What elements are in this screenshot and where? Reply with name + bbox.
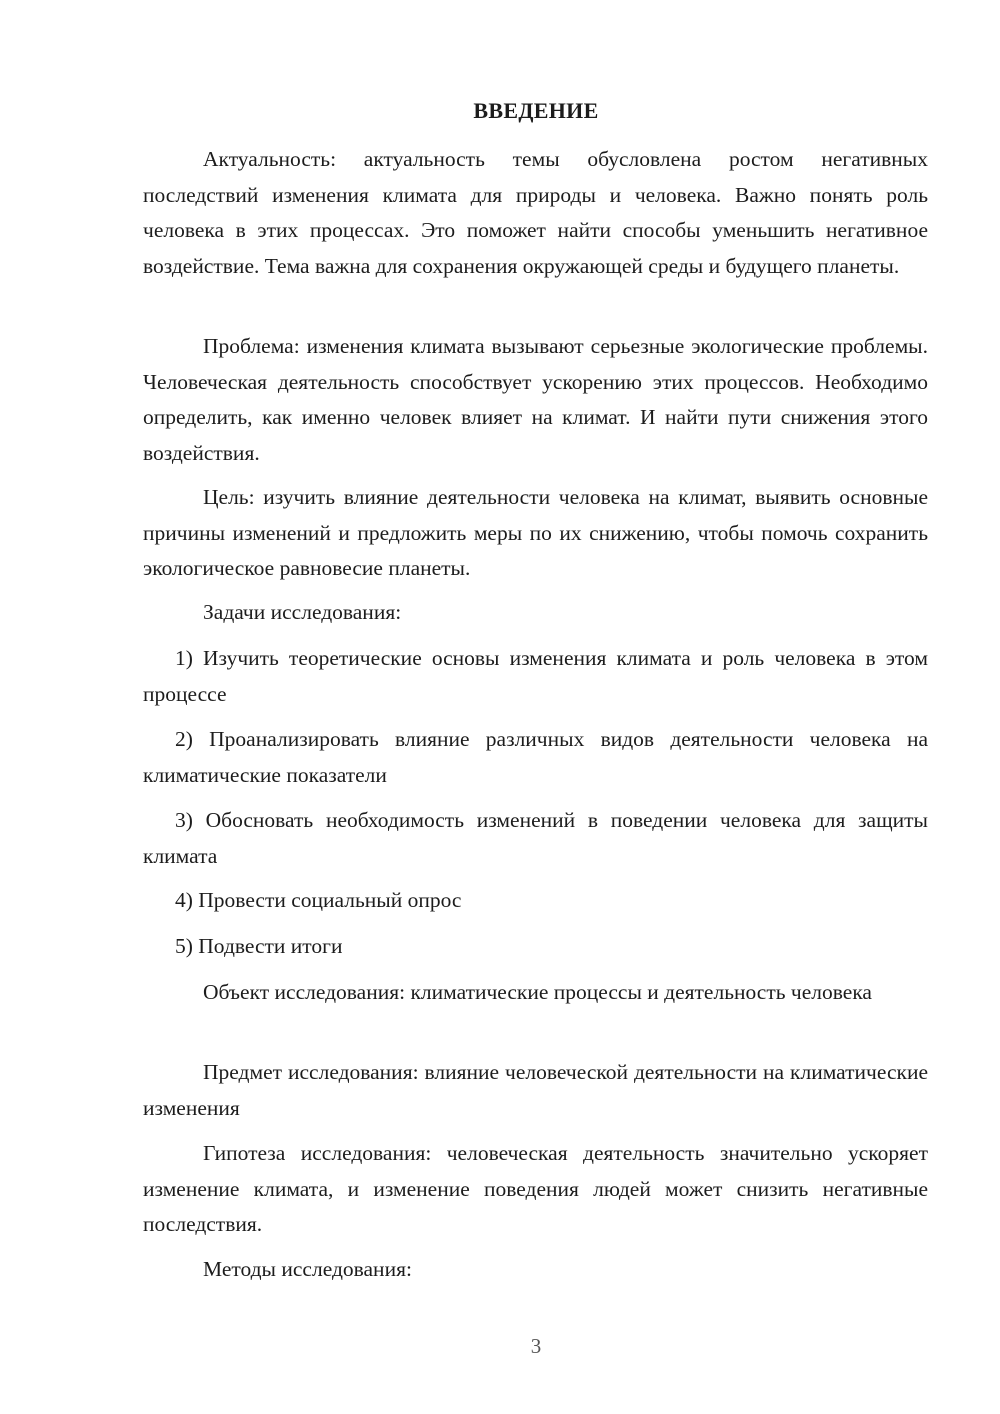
task-item-2: 2) Проанализировать влияние различных видов деятельности человека на климатические показатели xyxy=(143,727,928,787)
page-title: ВВЕДЕНИЕ xyxy=(473,98,599,123)
page-number: 3 xyxy=(530,1334,542,1358)
tasks-heading: Задачи исследования: xyxy=(203,600,402,624)
relevance-paragraph: Актуальность: актуальность темы обусловлена ростом негативных последствий изменения климата для природы и человека. Важно понять роль человека в этих процессах. Это поможет найти способы уменьшить негативное воздействие. Тема важна для сохранения окружающей среды и будущего планеты. xyxy=(143,147,928,278)
hypothesis-paragraph: Гипотеза исследования: человеческая деятельность значительно ускоряет изменение климата, и изменение поведения людей может снизить негативные последствия. xyxy=(143,1141,928,1236)
object-paragraph: Объект исследования: климатические процессы и деятельность человека xyxy=(203,980,872,1004)
task-item-5: 5) Подвести итоги xyxy=(175,934,343,958)
goal-paragraph: Цель: изучить влияние деятельности человека на климат, выявить основные причины изменений и предложить меры по их снижению, чтобы помочь сохранить экологическое равновесие планеты. xyxy=(143,485,928,580)
subject-paragraph: Предмет исследования: влияние человеческой деятельности на климатические изменения xyxy=(143,1060,928,1120)
task-item-1: 1) Изучить теоретические основы изменения климата и роль человека в этом процессе xyxy=(143,646,928,706)
problem-paragraph: Проблема: изменения климата вызывают серьезные экологические проблемы. Человеческая деятельность способствует ускорению этих процессов. Необходимо определить, как именно человек влияет на климат. И найти пути снижения этого воздействия. xyxy=(143,334,928,465)
methods-heading: Методы исследования: xyxy=(203,1257,412,1281)
task-item-3: 3) Обосновать необходимость изменений в поведении человека для защиты климата xyxy=(143,808,928,868)
task-item-4: 4) Провести социальный опрос xyxy=(175,888,462,912)
